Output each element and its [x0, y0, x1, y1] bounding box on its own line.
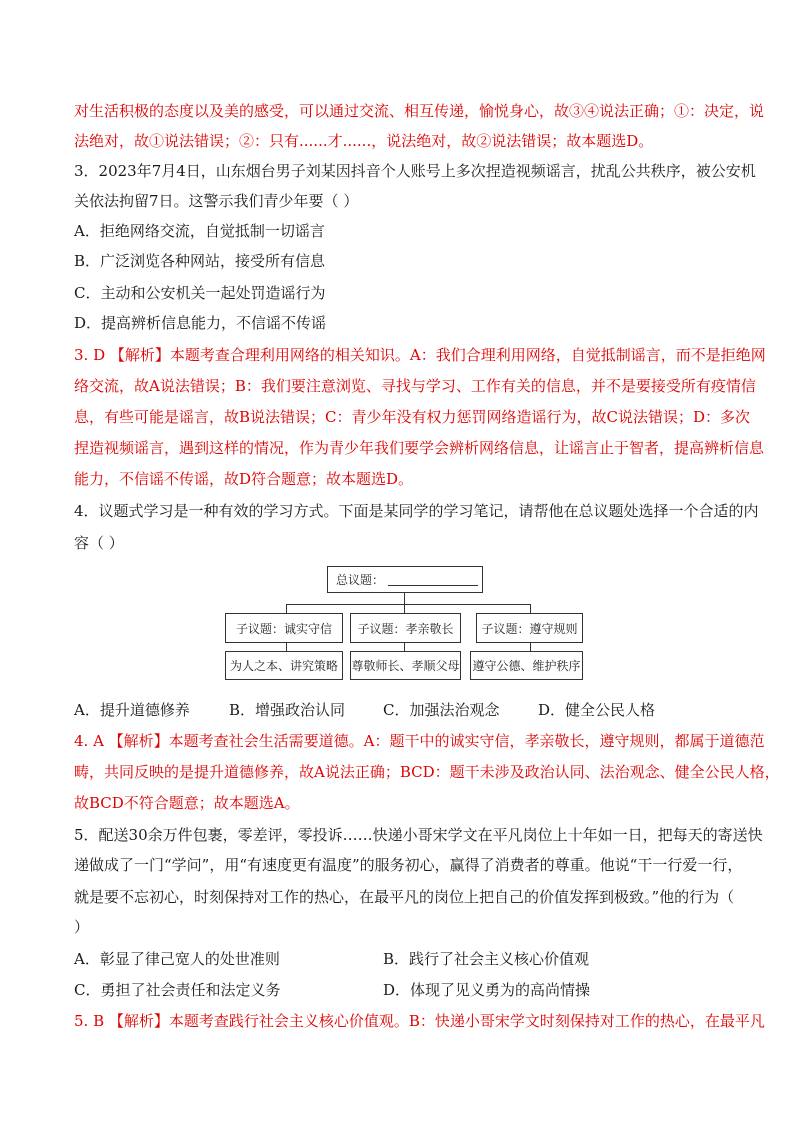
question-5-line: ） [74, 918, 90, 936]
question-3-line: 关依法拘留7日。这警示我们青少年要（ ） [74, 192, 359, 210]
leaf-topic-box [350, 651, 461, 680]
leaf-topic-box [225, 651, 343, 680]
q4-option-c: C．加强法治观念 [383, 701, 500, 719]
q3-option-b: B．广泛浏览各种网站，接受所有信息 [74, 252, 326, 270]
q3-analysis-line: 捏造视频谣言，遇到这样的情况，作为青少年我们要学会辨析网络信息，让谣言止于智者，提高辨析信息 [74, 439, 765, 457]
question-5-line: 5．配送30余万件包裹，零差评，零投诉……快递小哥宋学文在平凡岗位上十年如一日，把每天的寄送快 [74, 826, 763, 844]
q3-analysis-line: 能力，不信谣不传谣，故D符合题意；故本题选D。 [74, 470, 414, 488]
connector-line [286, 604, 287, 613]
question-4-line: 容（ ） [74, 534, 124, 552]
sub-topic-label: 子议题：遵守规则 [481, 621, 578, 636]
q5-analysis-line: 5. B 【解析】本题考查践行社会主义核心价值观。B：快递小哥宋学文时刻保持对工作的热心，在最平凡 [74, 1012, 765, 1030]
sub-topic-box [225, 613, 343, 643]
connector-line [530, 643, 531, 651]
sub-topic-label: 子议题：诚实守信 [235, 621, 332, 636]
connector-line [286, 643, 287, 651]
q3-option-c: C．主动和公安机关一起处罚造谣行为 [74, 284, 326, 302]
q4-analysis-line: 故BCD不符合题意；故本题选A。 [74, 794, 300, 812]
q5-option-b: B．践行了社会主义核心价值观 [383, 950, 590, 968]
connector-line [404, 643, 405, 651]
root-topic-box [327, 566, 483, 593]
leaf-topic-box [470, 651, 583, 680]
connector-line [286, 604, 530, 605]
sub-topic-box [476, 613, 583, 643]
root-topic-label: 总议题： [336, 573, 385, 587]
sub-topic-label: 子议题：孝亲敬长 [357, 621, 454, 636]
q3-analysis-line: 络交流，故A说法错误；B：我们要注意浏览、寻找与学习、工作有关的信息，并不是要接受所有疫情信 [74, 377, 756, 395]
answer-blank [388, 573, 478, 586]
q4-analysis-line: 4. A 【解析】本题考查社会生活需要道德。A：题干中的诚实守信，孝亲敬长，遵守规则，都属于道德范 [74, 732, 765, 750]
q4-option-a: A．提升道德修养 [74, 701, 190, 719]
sub-topic-box [350, 613, 461, 643]
q5-option-c: C．勇担了社会责任和法定义务 [74, 981, 281, 999]
analysis-line: 对生活积极的态度以及美的感受，可以通过交流、相互传递，愉悦身心，故③④说法正确；①：决定，说 [74, 102, 765, 120]
leaf-topic-label: 尊敬师长、孝顺父母 [351, 659, 460, 673]
q5-option-a: A．彰显了律己宽人的处世准则 [74, 950, 280, 968]
q3-option-a: A．拒绝网络交流，自觉抵制一切谣言 [74, 222, 325, 240]
connector-line [404, 604, 405, 613]
q3-option-d: D．提高辨析信息能力，不信谣不传谣 [74, 314, 327, 332]
connector-line [404, 593, 405, 604]
q3-analysis-line: 息，有些可能是谣言，故B说法错误；C：青少年没有权力惩罚网络造谣行为，故C说法错误；D：多次 [74, 408, 751, 426]
leaf-topic-label: 为人之本、讲究策略 [229, 659, 338, 673]
q4-option-d: D．健全公民人格 [538, 701, 656, 719]
leaf-topic-label: 遵守公德、维护秩序 [472, 659, 581, 673]
question-3-line: 3．2023年7月4日，山东烟台男子刘某因抖音个人账号上多次捏造视频谣言，扰乱公共秩序，被公安机 [74, 162, 756, 180]
q3-analysis-line: 3. D 【解析】本题考查合理利用网络的相关知识。A：我们合理利用网络，自觉抵制谣言，而不是拒绝网 [74, 346, 766, 364]
question-4-line: 4．议题式学习是一种有效的学习方式。下面是某同学的学习笔记，请帮他在总议题处选择一个合适的内 [74, 502, 759, 520]
q5-option-d: D．体现了见义勇为的高尚情操 [383, 981, 591, 999]
question-5-line: 就是要不忘初心，时刻保持对工作的热心，在最平凡的岗位上把自己的价值发挥到极致。”他的行为（ [74, 888, 735, 906]
q4-analysis-line: 畴，共同反映的是提升道德修养，故A说法正确；BCD：题干未涉及政治认同、法治观念、健全公民人格， [74, 763, 780, 781]
analysis-line: 法绝对，故①说法错误；②：只有......才......，说法绝对，故②说法错误；故本题选D。 [74, 132, 654, 150]
connector-line [530, 604, 531, 613]
q4-option-b: B．增强政治认同 [229, 701, 346, 719]
question-5-line: 递做成了一门“学问”，用“有速度更有温度”的服务初心，赢得了消费者的尊重。他说“干一行爱一行， [74, 856, 743, 874]
